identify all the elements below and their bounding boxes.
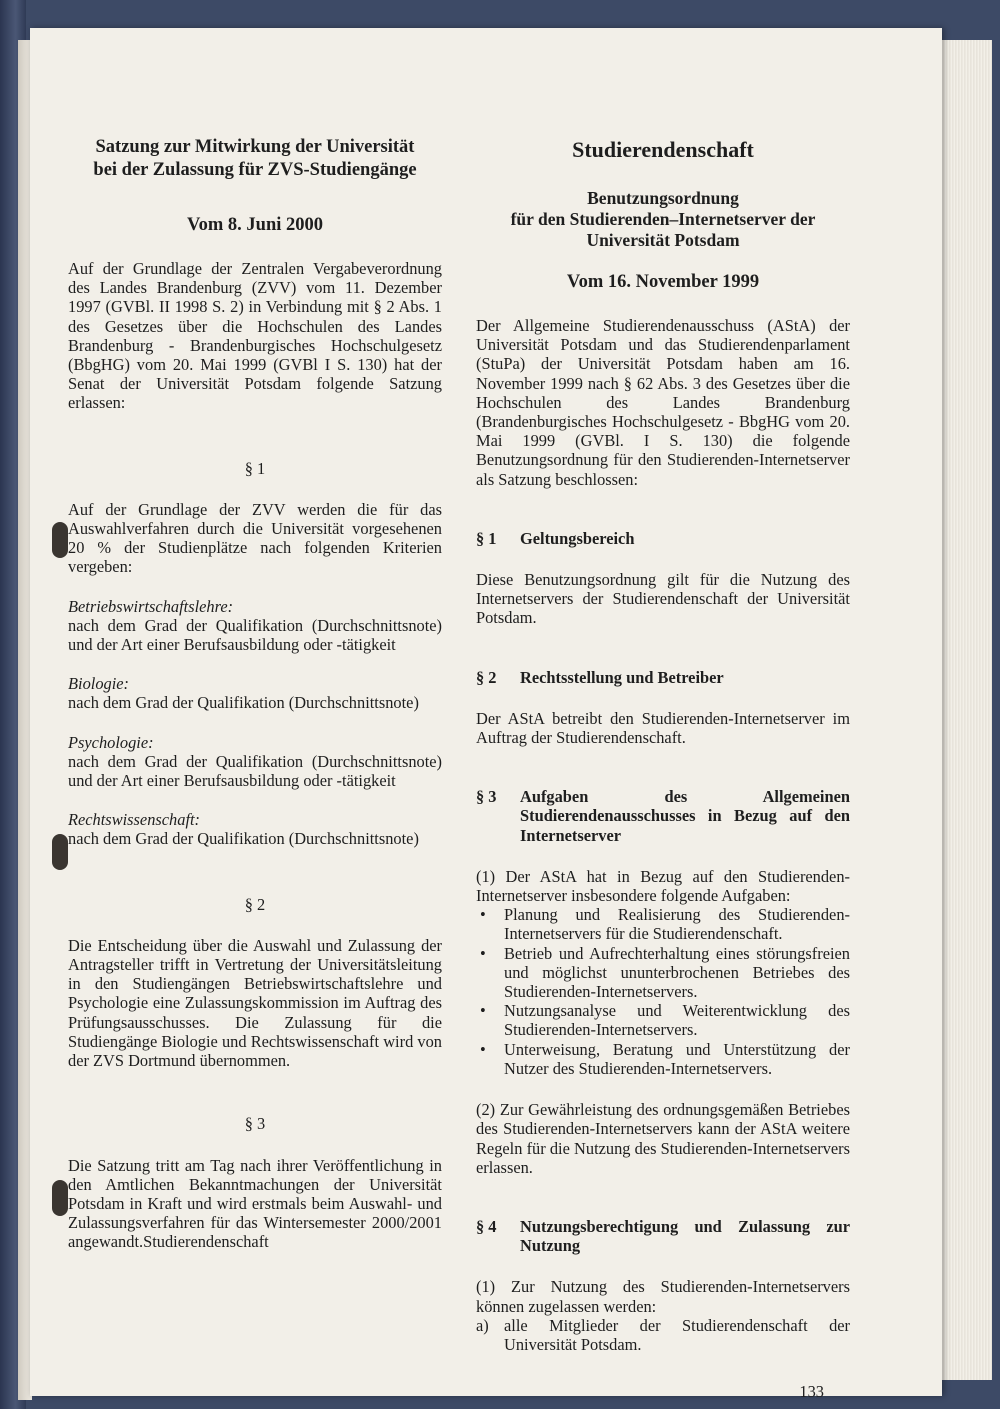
subject-criteria (68, 597, 442, 655)
section-number: § 3 (476, 787, 497, 807)
list-item: • Unterweisung, Beratung und Unterstützung der Nutzer des Studierenden-Internetservers. (476, 1040, 850, 1078)
binding-hole (52, 1180, 68, 1216)
left-column (68, 136, 442, 1252)
list-item: • Planung und Realisierung des Studierenden-Internetservers für die Studierendenschaft. (476, 905, 850, 943)
subject-criteria (68, 674, 442, 712)
right-section-3-heading (476, 787, 850, 845)
section-number: § 4 (476, 1216, 497, 1236)
right-section-1-heading (476, 529, 850, 548)
list-item-label: a) (476, 1315, 489, 1335)
subject-criteria-text: nach dem Grad der Qualifikation (Durchschnittsnote) und der Art einer Berufsausbildung oder -tätigkeit (68, 615, 442, 655)
binding-hole (52, 834, 68, 870)
subject-criteria-text: nach dem Grad der Qualifikation (Durchschnittsnote) (68, 693, 419, 713)
section-title: Rechtsstellung und Betreiber (520, 667, 724, 687)
subject-criteria-text: nach dem Grad der Qualifikation (Durchschnittsnote) (68, 829, 419, 849)
right-section-3-para-1: (1) Der AStA hat in Bezug auf den Studierenden-Internetserver insbesondere folgende Aufgaben: (476, 866, 850, 906)
right-section-4-heading (476, 1217, 850, 1255)
left-section-2-heading: § 2 (244, 894, 266, 914)
left-section-1-text: Auf der Grundlage der ZVV werden die für das Auswahlverfahren durch die Universität vorgesehenen 20 % der Studienplätze nach folgenden Kriterien vergeben: (68, 499, 442, 577)
right-intro: Der Allgemeine Studierendenausschuss (AStA) der Universität Potsdam und das Studierendenparlament (StuPa) der Universität Potsdam haben am 16. November 1999 nach § 62 Abs. 3 des Gesetzes über die Hochschulen des Landes Brandenburg (Brandenburgisches Hochschulgesetz - BbgHG vom 20. Mai 1999 (GVBl. I S. 130) die folgende Benutzungsordnung für den Studierenden-Internetserver als Satzung beschlossen: (476, 316, 850, 489)
task-list (476, 905, 850, 1078)
subject-criteria (68, 810, 442, 848)
subject-name: Betriebswirtschaftslehre: (68, 596, 234, 616)
right-section-4-para-1: (1) Zur Nutzung des Studierenden-Internetservers können zugelassen werden: (476, 1277, 850, 1316)
list-item: • Nutzungsanalyse und Weiterentwicklung des Studierenden-Internetservers. (476, 1001, 850, 1039)
right-section-1-text: Diese Benutzungsordnung gilt für die Nutzung des Internetservers der Studierendenschaft der Universität Potsdam. (476, 570, 850, 628)
subject-name: Psychologie: (68, 732, 154, 752)
binding-hole (52, 522, 68, 558)
section-title: Nutzungsberechtigung und Zulassung zur Nutzung (520, 1216, 850, 1256)
left-title-line: Satzung zur Mitwirkung der Universität (95, 137, 415, 157)
section-number: § 2 (476, 667, 497, 687)
right-subtitle (476, 188, 850, 251)
right-section-2-text: Der AStA betreibt den Studierenden-Internetserver im Auftrag der Studierendenschaft. (476, 708, 850, 748)
right-subtitle-line: Universität Potsdam (586, 230, 740, 250)
left-section-3-text: Die Satzung tritt am Tag nach ihrer Veröffentlichung in den Amtlichen Bekanntmachungen der Universität Potsdam in Kraft und wird erstmals beim Auswahl- und Zulassungsverfahren für das Wintersemester 2000/2001 angewandt.Studierendenschaft (68, 1155, 442, 1252)
left-title (68, 136, 442, 182)
section-title: Aufgaben des Allgemeinen Studierendenausschusses in Bezug auf den Internetserver (520, 787, 850, 845)
section-number: § 1 (476, 528, 497, 548)
page-number: 133 (799, 1382, 824, 1401)
right-subtitle-line: für den Studierenden–Internetserver der (510, 209, 816, 229)
right-section-2-heading (476, 668, 850, 687)
right-section-3-para-2: (2) Zur Gewährleistung des ordnungsgemäßen Betriebes des Studierenden-Internetservers kann der AStA weitere Regeln für die Nutzung des Studierenden-Internetservers erlassen. (476, 1100, 850, 1177)
right-date: Vom 16. November 1999 (566, 272, 760, 292)
right-main-title: Studierendenschaft (572, 137, 754, 162)
right-subtitle-line: Benutzungsordnung (587, 188, 739, 208)
document-page (30, 28, 942, 1401)
left-section-3-heading: § 3 (244, 1114, 266, 1134)
right-column (476, 136, 850, 1354)
list-item (476, 1316, 850, 1354)
list-item-text: alle Mitglieder der Studierendenschaft der Universität Potsdam. (504, 1315, 850, 1354)
left-section-1-heading: § 1 (244, 458, 266, 478)
subject-name: Biologie: (68, 674, 129, 694)
subject-criteria-text: nach dem Grad der Qualifikation (Durchschnittsnote) und der Art einer Berufsausbildung oder -tätigkeit (68, 751, 442, 791)
section-title: Geltungsbereich (520, 528, 635, 548)
left-title-line: bei der Zulassung für ZVS-Studiengänge (93, 160, 417, 180)
list-item: • Betrieb und Aufrechterhaltung eines störungsfreien und möglichst ununterbrochenen Betriebes des Studierenden-Internetservers. (476, 944, 850, 1002)
left-intro: Auf der Grundlage der Zentralen Vergabeverordnung des Landes Brandenburg (ZVV) vom 11. Dezember 1997 (GVBl. II 1998 S. 2) in Verbindung mit § 2 Abs. 1 des Gesetzes über die Hochschulen des Landes Brandenburg - Brandenburgisches Hochschulgesetz (BbgHG) vom 20. Mai 1999 (GVBl I S. 130) hat der Senat der Universität Potsdam folgende Satzung erlassen: (68, 259, 442, 413)
subject-name: Rechtswissenschaft: (68, 810, 201, 830)
left-date: Vom 8. Juni 2000 (186, 215, 324, 235)
subject-criteria (68, 733, 442, 791)
left-section-2-text: Die Entscheidung über die Auswahl und Zulassung der Antragsteller trifft in Vertretung der Universitätsleitung in den Studiengängen Betriebswirtschaftslehre und Psychologie eine Zulassungskommission im Auftrag des Prüfungsausschusses. Die Zulassung für die Studiengänge Biologie und Rechtswissenschaft wird von der ZVS Dortmund übernommen. (68, 935, 442, 1071)
